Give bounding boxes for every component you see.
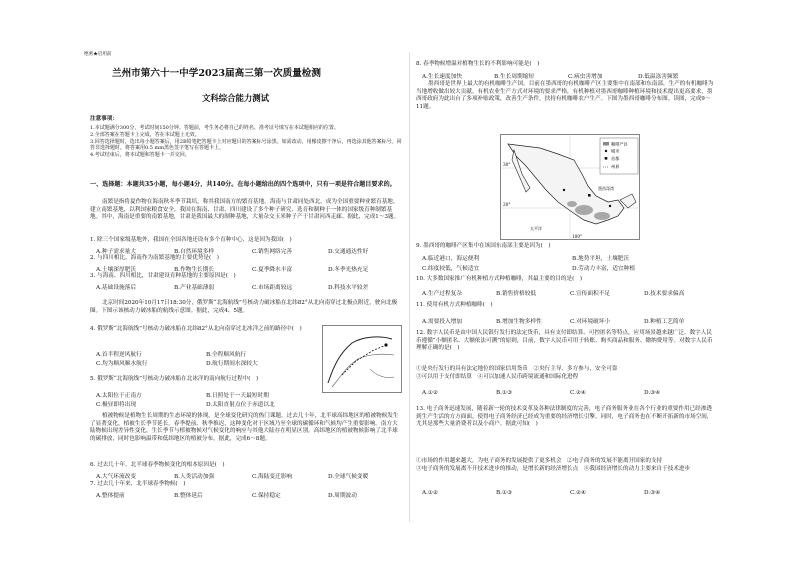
map-frame [323,326,402,393]
option[interactable]: B.全程顺风航行 [206,352,247,358]
question-4: 4. 俄罗斯“北海航线”号核动力破冰船在北纬82°从北向南穿过北冰洋之前的路径中( ) [90,326,302,332]
question-5: 5. 俄罗斯“北海航线”号核动力破冰船在北冰洋的南向航行过程中( ) [90,376,259,382]
option[interactable]: D.技术要求偏高 [644,291,685,297]
legend-coffee-swatch [603,142,609,146]
option[interactable]: D.劳动力丰富，适宜种植 [572,266,636,272]
option[interactable]: C.纬度较低，气候适宜 [422,266,480,272]
option[interactable]: D.③④ [644,390,661,396]
option[interactable]: B.整体延后 [174,493,203,499]
arctic-route-map [322,325,402,393]
option[interactable]: A.生产过程复杂 [422,291,463,297]
option[interactable]: C.极昼即将出现 [96,402,137,408]
option[interactable]: C.病虫害增加 [568,74,603,80]
option[interactable]: B.增加生物多样性 [496,319,542,325]
mexico-coffee-map [500,134,640,240]
option[interactable]: C.保持稳定 [252,493,281,499]
question-12: 12. 数字人民币是由中国人民银行发行的法定货币，具有支付即结算、可控匿名等特点，应用场景越来越广泛。数字人民币遵循“小额匿名、大额依法可溯”的原则，目前，数字人民币可用于转账、购买商品和服务、缴纳费用等。对数字人民币理解正确的是( ) [416,330,713,351]
legend-label: 首都 [611,156,620,161]
question-5-options-row2 [96,399,275,408]
option[interactable]: A.①② [422,390,439,396]
note-item: 3.回答选择题时，选出每小题答案后，用2B铅笔把答题卡上对应题目的答案标号涂黑。如需改动，用橡皮擦干净后，再选涂其他答案标号。回答非选择题时，将答案用0.5 mm黑色签字笔写在答题卡上。 [90,138,402,152]
option[interactable]: A.土壤深厚肥沃 [96,267,137,273]
option[interactable]: A.太阳位于正南方 [96,393,142,399]
option[interactable]: C.夏季降水丰富 [252,267,293,273]
route-endpoint [384,343,387,346]
legend-label: 州界 [611,164,620,169]
option[interactable]: D.太阳直射点位于赤道以北 [206,402,275,408]
option[interactable]: D.种植工艺简单 [644,319,685,325]
option[interactable]: B.①③ [496,490,513,496]
capital-icon [588,194,591,197]
exam-subtitle: 文科综合能力测试 [202,93,269,103]
option[interactable]: B.地势平坦，土壤肥沃 [572,256,630,262]
reading-passage-1: 南繁是指将夏作物在海南秋冬季节栽培，称其我国南方的繁育基地。海南与甘肃同处西北，成为全国重要种业繁育基地。建立南繁基地，以利国家粮食安全。我国在海南、甘肃、四川建设了多个种子研究、选育和制种于一体的国家级育种制繁基地。其中，海南是重要的南繁基地，甘肃是我国最大的制种基地，大量杂交玉米种子产于甘肃河西走廊。据此，完成1～3题。 [90,199,400,220]
question-4-options-row2 [96,358,258,367]
question-9-options-row1 [422,253,629,262]
statement: ③可以用于支付即结算 ④可以加速人民币跨境流通和国际化进程 [416,373,579,380]
question-9-options-row2 [422,263,635,272]
question-13: 13. 电子商务迅速发展，随着新一轮的技术变革及各种法律制度的完善，电子商务服务业在各个行业的重要作用已经渗透到生产生活的方方面面，使得电子商务经济已经成为重要的经济增长引擎。同时，电子商务也在不断开拓新的市场空间，尤其是那些大量消费者以及小商户。据此可知( ) [416,406,713,427]
legend-city-icon [605,150,607,152]
option[interactable]: C.海陆变迁影响 [252,474,293,480]
option[interactable]: C.销售网络完善 [252,249,293,255]
option[interactable]: A.基础设施落后 [96,285,137,291]
option[interactable]: A.整体提前 [96,493,125,499]
question-5-options-row1 [96,390,269,399]
legend-label: 咖啡产区 [611,141,628,147]
lon-label: 100° [572,234,583,239]
question-13-items [416,458,716,473]
question-7: 7. 过去几十年来，北半球春季物候( ) [90,481,186,487]
coffee-region [594,212,610,220]
option[interactable]: B.人类活动加强 [174,474,215,480]
question-3: 3. 与海南、四川相比，甘肃建设育种基地的主要原因是( ) [90,273,236,279]
option[interactable]: B.生长周期缩短 [494,74,535,80]
note-item: 1.本试题满分300分，考试时间150分钟。答题前，考生务必将自己的姓名、准考证号填写在本试题相应的位置。 [90,125,339,131]
question-8: 8. 春季物候增温对植物生长的不利影响可能是( ) [416,61,540,67]
option[interactable]: A.大气环流改变 [96,474,137,480]
question-12-options [422,390,660,396]
city-icon [609,205,611,207]
lat-label: 30° [503,162,511,167]
question-6-options [96,471,368,480]
statement: ①是央行发行的具有法定地位的国家信用货币 ②央行主导、多方参与，安全可靠 [416,366,618,372]
statement: ③电子商务的发展离不开技术进步的推动，是增长新的经济增长点 ④我国经济增长的动力主要来自于技术进步 [416,465,691,472]
reading-passage-3: 植被物候是植物生长周期的生态环境的体现，是全球变化研究的热门课题。过去几十年，北半球高纬地区的植被物候发生了显著变化，植被生长季节延长。春季提前、秋季推迟，这种变化对于区域乃至全球的碳循环和气候均产生重要影响。南方大陆物候出现差异性变化，生长季节与植被物候对气候变化的响应与其他大陆存在明显区别。高纬地区的植被物候影响了北半球的碳排放，同时也影响温带和低纬地区的植被分布。据此，完成6～8题。 [90,413,399,442]
option[interactable]: C.宣传面积不足 [570,291,611,297]
map-legend [600,138,638,174]
question-10-options [422,288,684,297]
question-2: 2. 与四川相比，海南作为南繁基地的主要优势是( ) [90,255,219,261]
option[interactable]: D.航行期间水深较大 [206,361,258,367]
option[interactable]: D.全球气候变暖 [328,474,369,480]
option[interactable]: A.需要投入增加 [422,319,463,325]
legend-label: 城市 [611,148,620,154]
option[interactable]: D.冬季光热充足 [328,267,369,273]
question-13-options [422,490,660,496]
question-12-items [416,366,716,381]
option[interactable]: D.交通通达性好 [328,249,369,255]
lat-label: 20° [503,202,511,207]
option[interactable]: B.自然环境多样 [174,249,215,255]
option[interactable]: C.市场距离较远 [252,285,293,291]
question-6: 6. 过去几十年，北半球春季物候变化的根本原因是( ) [90,462,225,468]
option[interactable]: C.②④ [570,490,587,496]
question-4-options-row1 [96,349,246,358]
option[interactable]: A.临近港口，海运便利 [422,256,480,262]
secret-mark: 绝密★启用前 [84,52,112,57]
section-heading: 一、选择题：本题共35小题，每小题4分，共140分。在每小题给出的四个选项中，只有一项是符合题目要求的。 [90,181,396,188]
notes-list [90,125,402,159]
option[interactable]: B.产业基础薄弱 [174,285,215,291]
question-11-options [422,316,684,325]
city-icon [563,189,565,191]
question-9: 9. 墨西哥的咖啡产区集中在该国东南部主要是因为( ) [416,243,551,249]
legend-capital-icon [605,157,608,160]
reading-passage-2: 北京时间2020年10月17日18:30分，俄罗斯“北海航线”号核动力破冰船在北纬82°从北向南穿过北极点附近，驶向北极圈。下图示该核动力破冰船的航线示意图。据此，完成4、5题。 [90,300,398,314]
option[interactable]: B.①③ [496,390,513,396]
coffee-region [567,201,577,207]
option[interactable]: A.①② [422,490,439,496]
option[interactable]: C.②④ [570,390,587,396]
statement: ①市场的作用越来越大，为电子商务的发展提供了更多机会 ②电子商务的发展不能离开国家的支持 [416,458,663,464]
sea-label: 墨西哥湾 [598,186,614,191]
option[interactable]: A.种子需求量大 [96,249,137,255]
notes-title: 注意事项： [90,116,118,122]
note-item: 4.考试结束后，将本试题和答题卡一并交回。 [90,152,190,159]
question-7-options [96,490,357,499]
option[interactable]: C.对环境破坏小 [570,319,611,325]
option[interactable]: B.作物生长期长 [174,267,215,273]
reading-passage-4: 墨西哥是世界上最大的有机咖啡生产国。目前在墨西哥的有机咖啡产区主要集中在南部和东南部，生产的有机咖啡为当地增收做出较大贡献。有机农业生产方式对环境的要求严格，有机种植对墨西哥咖啡种植环境和技术提出更高要求，墨西哥政府为此出台了多项补贴政策，改善生产条件，扶持有机咖啡农户生产。下图为墨西哥咖啡分布图。读图，完成9～11题。 [416,81,714,110]
question-1-options [96,246,368,255]
option[interactable]: D.周期波动 [328,493,357,499]
question-10: 10. 大多数国家推广有机种植方式种植咖啡，其最主要的目的是( ) [416,276,583,282]
note-item: 2.全部答案在答题卡上完成，答在本试题上无效。 [90,131,200,138]
option[interactable]: C.均为顺风顺水航行 [96,361,148,367]
question-3-options [96,282,368,291]
coffee-region [575,205,593,215]
option[interactable]: D.低温冻害频繁 [638,74,679,80]
question-8-options [422,71,678,80]
option[interactable]: A.首半程逆风航行 [96,352,142,358]
question-2-options [96,264,368,273]
option[interactable]: D.科技水平较差 [328,285,369,291]
option[interactable]: A.生长速度加快 [422,74,463,80]
ocean-label: 太平洋 [530,226,542,231]
question-11: 11. 使用有机方式种植咖啡( ) [416,302,493,308]
question-1: 1. 除三个国家级基地外，我国在全国各地还设有多个育种中心，这是因为我国( ) [90,237,292,243]
option[interactable]: B.日照处于一天最短时期 [206,393,269,399]
column-divider [409,52,410,522]
option[interactable]: B.销售价格较低 [496,291,537,297]
exam-title: 兰州市第六十一中学2023届高三第一次质量检测 [112,68,321,79]
option[interactable]: D.③④ [644,490,661,496]
